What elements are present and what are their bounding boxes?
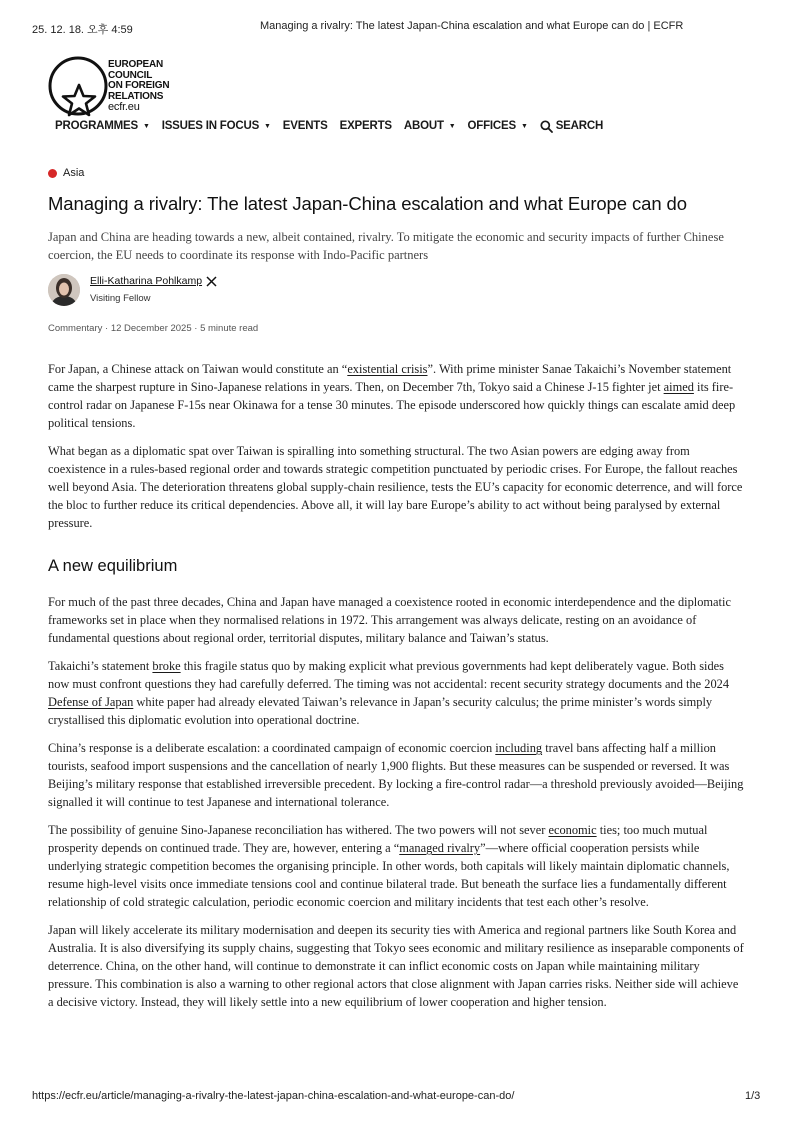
inline-link[interactable]: Defense of Japan bbox=[48, 695, 134, 709]
topic-dot-icon bbox=[48, 169, 57, 178]
meta-separator: · bbox=[194, 323, 198, 334]
text: travel bans affecting half a million tourists, seafood import suspensions and the cancellation of nearly 1,900 flights. But these measures can be suspended or reversed. It was Beijing’s military response that established irreversible precedent. By locking a fire-control radar—a threshold previously avoided—Beijing signalled it will continue to test Japanese and international tolerance. bbox=[48, 741, 744, 809]
inline-link[interactable]: including bbox=[495, 741, 543, 755]
text: ”—where official cooperation persists while underlying strategic competition becomes the organising principle. In other words, both capitals will likely maintain diplomatic channels, resume high-level visits once immediate tensions cool and continue bilateral trade. But beneath the surface lies a fundamentally different relationship of cold strategic calculation, periodic economic coercion and military incidents that test each other’s resolve. bbox=[48, 841, 730, 909]
inline-link[interactable]: managed rivalry bbox=[399, 841, 481, 855]
nav-item-events[interactable] bbox=[283, 120, 328, 132]
nav-label: PROGRAMMES bbox=[55, 120, 138, 132]
author-block bbox=[48, 274, 217, 306]
text: ties; too much mutual prosperity depends on continued trade. They are, however, entering a “ bbox=[48, 823, 708, 855]
text: ”. With prime minister Sanae Takaichi’s November statement came the sharpest rupture in Sino-Japanese relations in years. Then, on December 7th, Tokyo said a Chinese J-15 fighter jet bbox=[48, 362, 732, 394]
article-date: 12 December 2025 bbox=[110, 323, 192, 334]
article-type: Commentary bbox=[48, 323, 103, 334]
text: The possibility of genuine Sino-Japanese reconciliation has withered. The two powers will not sever bbox=[48, 823, 549, 837]
text: its fire-control radar on Japanese F-15s near Okinawa for a tense 30 minutes. The episode underscored how quickly things can escalate amid deep political tensions. bbox=[48, 380, 736, 430]
nav-item-offices[interactable] bbox=[468, 120, 528, 132]
article-meta bbox=[48, 323, 258, 334]
article-read-time: 5 minute read bbox=[200, 323, 259, 334]
nav-label: EXPERTS bbox=[339, 120, 392, 132]
print-url: https://ecfr.eu/article/managing-a-rivalry-the-latest-japan-china-escalation-and-what-europe-can-do/ bbox=[32, 1090, 515, 1102]
nav-label: ISSUES IN FOCUS bbox=[161, 120, 260, 132]
nav-label: ABOUT bbox=[403, 120, 444, 132]
text: China’s response is a deliberate escalation: a coordinated campaign of economic coercion bbox=[48, 741, 496, 755]
print-page-title: Managing a rivalry: The latest Japan-China escalation and what Europe can do | ECFR bbox=[260, 20, 684, 32]
x-icon[interactable] bbox=[206, 276, 217, 287]
inline-link[interactable]: broke bbox=[152, 659, 181, 673]
nav-label: EVENTS bbox=[282, 120, 328, 132]
nav-item-about[interactable] bbox=[404, 120, 456, 132]
star-circle-logo-icon[interactable] bbox=[48, 55, 110, 117]
nav-item-programmes[interactable] bbox=[55, 120, 150, 132]
paragraph bbox=[48, 360, 746, 432]
nav-item-experts[interactable] bbox=[340, 120, 392, 132]
article-title: Managing a rivalry: The latest Japan-China escalation and what Europe can do bbox=[48, 193, 687, 214]
avatar[interactable] bbox=[48, 274, 80, 306]
print-page-number: 1/3 bbox=[745, 1090, 761, 1102]
inline-link[interactable]: existential crisis bbox=[347, 362, 428, 376]
text: white paper had already elevated Taiwan’s relevance in Japan’s security calculus; the prime minister’s words simply crystallised this diplomatic evolution into operational doctrine. bbox=[48, 695, 713, 727]
text: Takaichi’s statement bbox=[48, 659, 153, 673]
brand-wordmark[interactable] bbox=[108, 60, 169, 113]
caret-down-icon: ▼ bbox=[142, 122, 150, 130]
section-heading: A new equilibrium bbox=[48, 557, 178, 575]
text: this fragile status quo by making explicit what previous governments had kept deliberately vague. Both sides now must confront questions they had carefully deferred. The timing was not accidental: recent security strategy documents and the 2024 bbox=[48, 659, 730, 691]
paragraph: What began as a diplomatic spat over Taiwan is spiralling into something structural. The two Asian powers are edging away from coexistence in a rules-based regional order and towards strategic competition punctuated by periodic crises. For Europe, the fallout reaches well beyond Asia. The deterioration threatens global supply-chain resilience, tests the EU’s capacity for economic deterrence, and will force the bloc to further reduce its critical dependencies. Above all, it will lay bare Europe’s ability to act without being paralysed by external pressure. bbox=[48, 444, 743, 530]
paragraph bbox=[48, 657, 746, 729]
article-body bbox=[48, 360, 746, 1021]
topic-tag[interactable] bbox=[48, 167, 84, 179]
article-standfirst: Japan and China are heading towards a new, albeit contained, rivalry. To mitigate the economic and security impacts of further Chinese coercion, the EU needs to coordinate its response with Indo-Pacific partners bbox=[48, 230, 724, 262]
brand-line: EUROPEAN bbox=[108, 59, 164, 70]
caret-down-icon: ▼ bbox=[264, 122, 271, 130]
author-name-link[interactable]: Elli-Katharina Pohlkamp bbox=[90, 275, 203, 287]
meta-separator: · bbox=[105, 323, 109, 334]
author-role: Visiting Fellow bbox=[90, 293, 151, 304]
topic-tag-label: Asia bbox=[63, 167, 85, 179]
brand-line: RELATIONS bbox=[108, 90, 164, 102]
brand-line: ON FOREIGN bbox=[108, 80, 170, 91]
search-button[interactable] bbox=[540, 120, 603, 133]
text: For Japan, a Chinese attack on Taiwan would constitute an “ bbox=[48, 362, 348, 376]
caret-down-icon: ▼ bbox=[448, 122, 456, 130]
caret-down-icon: ▼ bbox=[520, 122, 528, 130]
search-label: SEARCH bbox=[555, 120, 604, 132]
print-datetime: 25. 12. 18. 오후 4:59 bbox=[32, 24, 133, 36]
inline-link[interactable]: aimed bbox=[663, 380, 694, 394]
paragraph: For much of the past three decades, China and Japan have managed a coexistence rooted in economic interdependence and the diplomatic frameworks set in place when they normalised relations in 1972. This arrangement was always delicate, resting on an avoidance of fundamental questions about regional order, territorial disputes, military balance and Taiwan’s status. bbox=[48, 595, 731, 645]
paragraph: Japan will likely accelerate its military modernisation and deepen its security ties with America and regional partners like South Korea and Australia. It is also diversifying its supply chains, suggesting that Tokyo sees economic and military resilience as inseparable components of deterrence. China, on the other hand, will continue to demonstrate it can inflict economic costs on Japan while maintaining military pressure. This combination is also a warning to other regional actors that close alignment with Japan carries risks. Neither side will achieve a decisive victory. Instead, they will likely settle into a new equilibrium of lower cooperation and higher tension. bbox=[48, 923, 744, 1009]
search-icon bbox=[540, 120, 553, 133]
nav-label: OFFICES bbox=[467, 120, 516, 132]
paragraph bbox=[48, 739, 746, 811]
inline-link[interactable]: economic bbox=[548, 823, 597, 837]
brand-url: ecfr.eu bbox=[108, 101, 140, 113]
nav-item-issues-in-focus[interactable] bbox=[162, 120, 271, 132]
main-navigation bbox=[55, 118, 603, 134]
paragraph bbox=[48, 821, 746, 911]
brand-line: COUNCIL bbox=[108, 69, 153, 81]
